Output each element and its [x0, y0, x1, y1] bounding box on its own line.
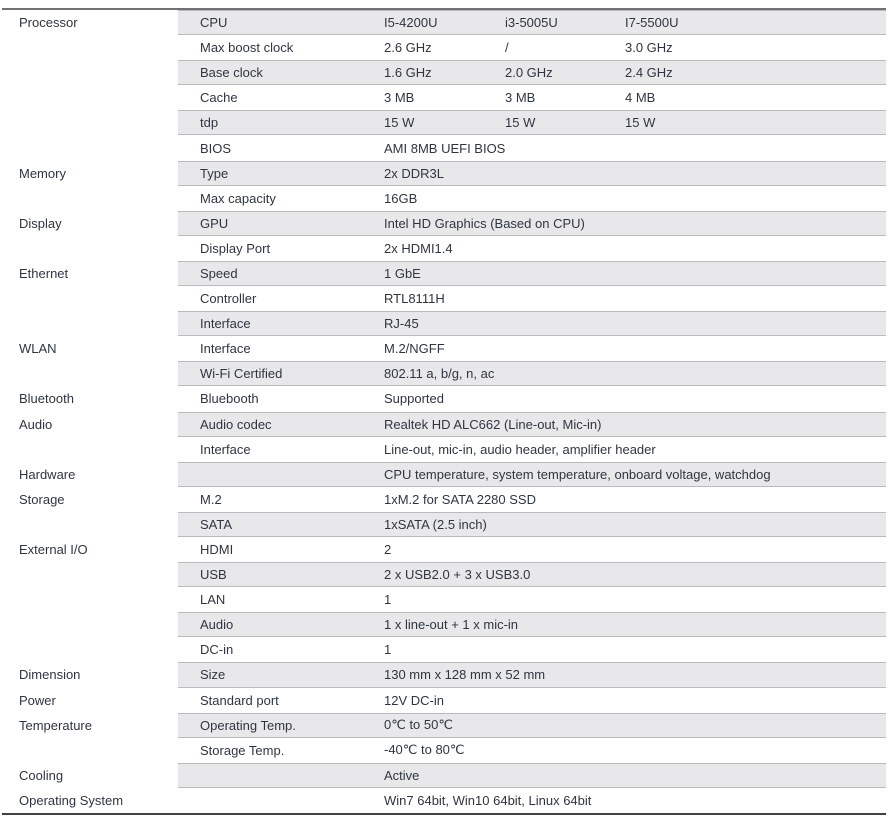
spec-row	[2, 637, 886, 662]
spec-attribute: Wi-Fi Certified	[200, 366, 283, 382]
spec-value: I5-4200U	[384, 15, 438, 31]
spec-row	[2, 738, 886, 763]
spec-value: Supported	[384, 391, 444, 407]
row-band	[178, 763, 886, 788]
row-band	[178, 211, 886, 236]
row-band	[178, 261, 886, 286]
row-band	[178, 462, 886, 487]
spec-row	[2, 60, 886, 85]
spec-row	[2, 135, 886, 160]
spec-value: 1xSATA (2.5 inch)	[384, 516, 487, 532]
category-label: Display	[19, 215, 62, 231]
spec-value: Intel HD Graphics (Based on CPU)	[384, 215, 585, 231]
spec-attribute: USB	[200, 567, 227, 583]
category-label	[2, 612, 178, 637]
category-label: Power	[19, 692, 56, 708]
spec-value: 2x DDR3L	[384, 165, 444, 181]
spec-value: RJ-45	[384, 316, 419, 332]
spec-value: 15 W	[625, 115, 656, 131]
spec-attribute: Interface	[200, 441, 251, 457]
row-band	[178, 35, 886, 60]
spec-value: AMI 8MB UEFI BIOS	[384, 140, 506, 156]
spec-table	[2, 8, 886, 815]
spec-row	[2, 713, 886, 738]
spec-attribute	[178, 789, 366, 812]
spec-value: 1xM.2 for SATA 2280 SSD	[384, 491, 536, 507]
spec-attribute: tdp	[200, 115, 219, 131]
category-label: Cooling	[19, 767, 64, 783]
spec-row	[2, 161, 886, 186]
spec-attribute: Audio	[200, 617, 234, 633]
row-band	[178, 311, 886, 336]
row-band	[178, 135, 886, 160]
row-band	[178, 487, 886, 512]
spec-attribute: Display Port	[200, 240, 271, 256]
spec-attribute	[178, 764, 366, 787]
spec-row	[2, 688, 886, 713]
spec-attribute: Interface	[200, 341, 251, 357]
row-band	[178, 612, 886, 637]
spec-value: 2.6 GHz	[384, 40, 432, 56]
spec-value: 1	[384, 642, 392, 658]
spec-value: 802.11 a, b/g, n, ac	[384, 366, 495, 382]
row-band	[178, 85, 886, 110]
spec-row	[2, 286, 886, 311]
row-band	[178, 713, 886, 738]
spec-attribute	[178, 463, 366, 486]
category-label: WLAN	[19, 341, 57, 357]
spec-attribute: Speed	[200, 265, 238, 281]
category-label	[2, 637, 178, 662]
spec-value: Realtek HD ALC662 (Line-out, Mic-in)	[384, 416, 602, 432]
spec-row	[2, 587, 886, 612]
spec-value: 1.6 GHz	[384, 65, 432, 81]
spec-value: 2 x USB2.0 + 3 x USB3.0	[384, 567, 531, 583]
spec-row	[2, 462, 886, 487]
row-band	[178, 186, 886, 211]
spec-value: Line-out, mic-in, audio header, amplifier header	[384, 441, 656, 457]
category-label	[2, 286, 178, 311]
spec-value: i3-5005U	[505, 15, 558, 31]
spec-value: M.2/NGFF	[384, 341, 445, 357]
spec-row	[2, 211, 886, 236]
spec-attribute: Base clock	[200, 65, 263, 81]
spec-attribute: LAN	[200, 592, 226, 608]
row-band	[178, 688, 886, 713]
spec-attribute: Standard port	[200, 692, 279, 708]
category-label	[2, 110, 178, 135]
category-label	[2, 186, 178, 211]
spec-row	[2, 10, 886, 35]
row-band	[178, 437, 886, 462]
spec-value: 3 MB	[505, 90, 536, 106]
category-label	[2, 562, 178, 587]
spec-attribute: Size	[200, 667, 226, 683]
spec-row	[2, 662, 886, 687]
row-band	[178, 587, 886, 612]
row-band	[178, 236, 886, 261]
row-band	[178, 336, 886, 361]
spec-value: RTL8111H	[384, 291, 445, 307]
spec-row	[2, 336, 886, 361]
spec-row	[2, 512, 886, 537]
spec-value: 16GB	[384, 190, 418, 206]
spec-attribute: HDMI	[200, 542, 234, 558]
spec-value: Win7 64bit, Win10 64bit, Linux 64bit	[384, 792, 592, 808]
category-label	[2, 135, 178, 160]
spec-value: CPU temperature, system temperature, onboard voltage, watchdog	[384, 466, 771, 482]
spec-row	[2, 437, 886, 462]
category-label: Ethernet	[19, 265, 69, 281]
spec-row	[2, 186, 886, 211]
spec-attribute: SATA	[200, 516, 233, 532]
row-band	[178, 662, 886, 687]
row-band	[178, 512, 886, 537]
spec-attribute: Bluebooth	[200, 391, 259, 407]
category-label: Audio	[19, 416, 53, 432]
category-label	[2, 85, 178, 110]
spec-attribute: Controller	[200, 291, 257, 307]
spec-value: 3 MB	[384, 90, 415, 106]
category-label: External I/O	[19, 542, 88, 558]
category-label: Memory	[19, 165, 66, 181]
spec-value: I7-5500U	[625, 15, 679, 31]
row-band	[178, 60, 886, 85]
spec-row	[2, 261, 886, 286]
row-band	[178, 788, 886, 813]
category-label	[2, 311, 178, 336]
row-band	[178, 738, 886, 763]
category-label	[2, 512, 178, 537]
spec-attribute: Cache	[200, 90, 238, 106]
spec-row	[2, 612, 886, 637]
spec-value: 12V DC-in	[384, 692, 444, 708]
category-label: Dimension	[19, 667, 81, 683]
row-band	[178, 286, 886, 311]
spec-attribute: Max boost clock	[200, 40, 294, 56]
spec-row	[2, 236, 886, 261]
row-band	[178, 361, 886, 386]
row-band	[178, 412, 886, 437]
spec-row	[2, 788, 886, 813]
category-label: Operating System	[19, 792, 124, 808]
spec-value: 4 MB	[625, 90, 656, 106]
category-label	[2, 35, 178, 60]
row-band	[178, 537, 886, 562]
category-label	[2, 738, 178, 763]
category-label	[2, 236, 178, 261]
row-band	[178, 637, 886, 662]
row-band	[178, 161, 886, 186]
spec-value: 130 mm x 128 mm x 52 mm	[384, 667, 546, 683]
row-band	[178, 10, 886, 35]
spec-attribute: Operating Temp.	[200, 717, 296, 733]
spec-attribute: Type	[200, 165, 229, 181]
spec-value: 1 GbE	[384, 265, 421, 281]
spec-row	[2, 763, 886, 788]
spec-row	[2, 361, 886, 386]
spec-value: 3.0 GHz	[625, 40, 673, 56]
spec-row	[2, 537, 886, 562]
category-label	[2, 587, 178, 612]
spec-value: Active	[384, 767, 420, 783]
spec-value: 2.0 GHz	[505, 65, 553, 81]
spec-value: /	[505, 40, 509, 56]
category-label	[2, 437, 178, 462]
spec-row	[2, 110, 886, 135]
category-label: Processor	[19, 15, 78, 31]
spec-attribute: Interface	[200, 316, 251, 332]
spec-attribute: CPU	[200, 15, 228, 31]
row-band	[178, 386, 886, 411]
category-label: Storage	[19, 491, 65, 507]
spec-value: 15 W	[505, 115, 536, 131]
spec-value: 2x HDMI1.4	[384, 240, 453, 256]
spec-value: 15 W	[384, 115, 415, 131]
spec-value: 2	[384, 542, 392, 558]
spec-attribute: Audio codec	[200, 416, 272, 432]
row-band	[178, 562, 886, 587]
spec-row	[2, 487, 886, 512]
spec-attribute: Storage Temp.	[200, 742, 285, 758]
row-band	[178, 110, 886, 135]
spec-value: 0℃ to 50℃	[384, 717, 453, 733]
spec-row	[2, 35, 886, 60]
spec-row	[2, 85, 886, 110]
spec-value: -40℃ to 80℃	[384, 742, 465, 758]
category-label: Hardware	[19, 466, 76, 482]
spec-value: 1	[384, 592, 392, 608]
spec-row	[2, 562, 886, 587]
spec-attribute: BIOS	[200, 140, 232, 156]
spec-row	[2, 311, 886, 336]
spec-row	[2, 412, 886, 437]
spec-attribute: M.2	[200, 491, 222, 507]
spec-value: 1 x line-out + 1 x mic-in	[384, 617, 519, 633]
category-label: Temperature	[19, 717, 92, 733]
spec-row	[2, 386, 886, 411]
spec-value: 2.4 GHz	[625, 65, 673, 81]
spec-attribute: DC-in	[200, 642, 234, 658]
category-label: Bluetooth	[19, 391, 74, 407]
spec-attribute: GPU	[200, 215, 229, 231]
category-label	[2, 361, 178, 386]
spec-attribute: Max capacity	[200, 190, 276, 206]
category-label	[2, 60, 178, 85]
